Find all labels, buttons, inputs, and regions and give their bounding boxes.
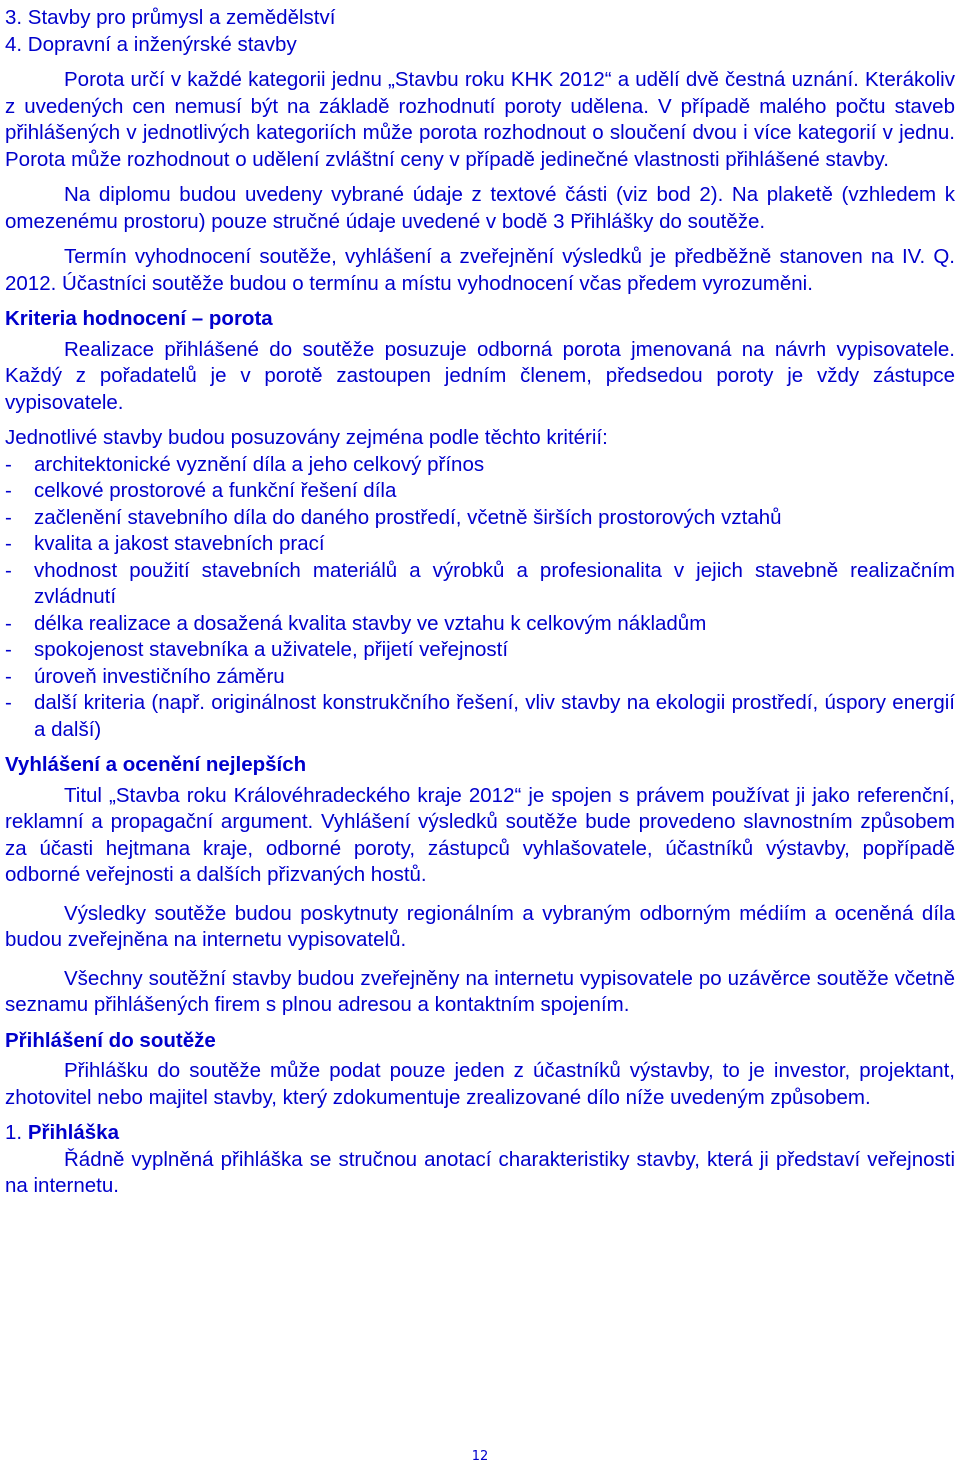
- paragraph-awards: Porota určí v každé kategorii jednu „Stavbu roku KHK 2012“ a udělí dvě čestná uznání. Kterákoliv z uvedených cen nemusí být na základě rozhodnutí poroty udělena. V případě malého počtu staveb přihlášených v jednotlivých kategoriích může porota rozhodnout o sloučení dvou i více kategorií v jednu. Porota může rozhodnout o udělení zvláštní ceny v případě jedinečné vlastnosti přihlášené stavby.: [5, 68, 955, 171]
- criteria-item: - celkové prostorové a funkční řešení díla: [5, 479, 397, 502]
- paragraph-schedule: Termín vyhodnocení soutěže, vyhlášení a zveřejnění výsledků je předběžně stanoven na IV. Q. 2012. Účastníci soutěže budou o termínu a místu vyhodnocení včas předem vyrozuměni.: [5, 245, 955, 295]
- criteria-item: - délka realizace a dosažená kvalita stavby ve vztahu k celkovým nákladům: [5, 611, 707, 635]
- paragraph-jury: Realizace přihlášené do soutěže posuzuje odborná porota jmenovaná na návrh vypisovatele. Každý z pořadatelů je v porotě zastoupen jedním členem, předsedou poroty je vždy zástupce vypisovatele.: [5, 337, 955, 414]
- criteria-item: - architektonické vyznění díla a jeho celkový přínos: [5, 452, 485, 476]
- subheading-number: 1.: [5, 1121, 23, 1144]
- criteria-list: [5, 452, 955, 744]
- criteria-intro: Jednotlivé stavby budou posuzovány zejména podle těchto kritérií:: [5, 426, 608, 449]
- heading-award: Vyhlášení a ocenění nejlepších: [5, 753, 307, 776]
- subheading-application-form: [5, 1120, 955, 1147]
- paragraph-publication: Všechny soutěžní stavby budou zveřejněny na internetu vypisovatele po uzávěrce soutěže včetně seznamu přihlášených firem s plnou adresou a kontaktním spojením.: [5, 966, 955, 1016]
- category-item-4: 4. Dopravní a inženýrské stavby: [5, 32, 297, 56]
- document-page: [5, 5, 955, 1200]
- category-item-3: 3. Stavby pro průmysl a zemědělství: [5, 6, 336, 29]
- subheading-title: Přihláška: [27, 1121, 119, 1144]
- paragraph-title: Titul „Stavba roku Královéhradeckého kraje 2012“ je spojen s právem používat ji jako referenční, reklamní a propagační argument. Vyhlášení výsledků soutěže bude provedeno slavnostním způsobem za účasti hejtmana kraje, odborné poroty, zástupců vyhlašovatele, účastníků výstavby, popřípadě odborné veřejnosti a dalších přizvaných hostů.: [5, 783, 955, 886]
- criteria-item: - kvalita a jakost stavebních prací: [5, 532, 325, 555]
- paragraph-diploma: Na diplomu budou uvedeny vybrané údaje z textové části (viz bod 2). Na plaketě (vzhledem k omezenému prostoru) pouze stručné údaje uvedené v bodě 3 Přihlášky do soutěže.: [5, 183, 955, 233]
- criteria-item: - začlenění stavebního díla do daného prostředí, včetně širších prostorových vztahů: [5, 505, 782, 529]
- criteria-item: - vhodnost použití stavebních materiálů a výrobků a profesionalita v jejich stavebně realizačním zvládnutí: [5, 558, 955, 608]
- page-number: 12: [471, 1449, 489, 1464]
- heading-application: Přihlášení do soutěže: [5, 1028, 216, 1052]
- paragraph-results: Výsledky soutěže budou poskytnuty regionálním a vybraným odborným médiím a oceněná díla budou zveřejněna na internetu vypisovatelů.: [5, 901, 955, 951]
- paragraph-application-form: Řádně vyplněná přihláška se stručnou anotací charakteristiky stavby, která ji představí veřejnosti na internetu.: [5, 1147, 955, 1197]
- criteria-item: - další kriteria (např. originálnost konstrukčního řešení, vliv stavby na ekologii prostředí, úspory energií a další): [5, 691, 955, 741]
- criteria-item: - spokojenost stavebníka a uživatele, přijetí veřejností: [5, 638, 509, 661]
- paragraph-application: Přihlášku do soutěže může podat pouze jeden z účastníků výstavby, to je investor, projektant, zhotovitel nebo majitel stavby, který zdokumentuje zrealizované dílo níže uvedeným způsobem.: [5, 1059, 955, 1109]
- heading-criteria: Kriteria hodnocení – porota: [5, 307, 273, 330]
- criteria-item: - úroveň investičního záměru: [5, 664, 285, 688]
